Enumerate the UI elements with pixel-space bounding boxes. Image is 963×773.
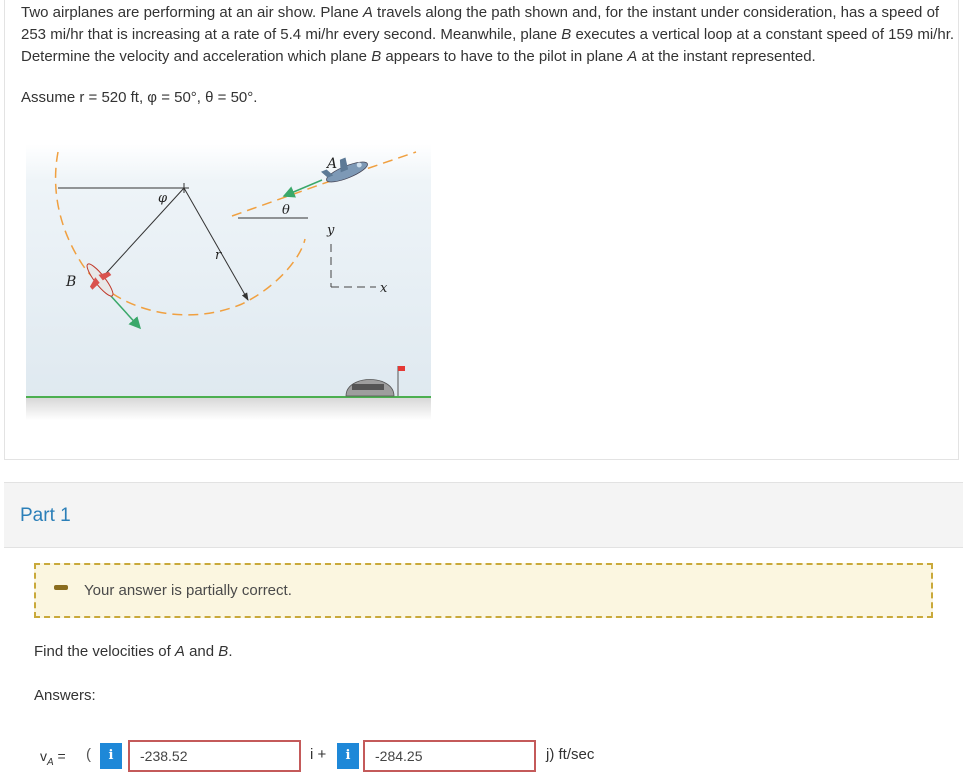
label-y: y	[327, 223, 335, 238]
label-x: x	[380, 281, 388, 296]
info-icon[interactable]: i	[337, 743, 359, 769]
part-header	[4, 482, 963, 548]
partial-correct-icon	[54, 585, 68, 590]
feedback-banner	[34, 563, 933, 618]
problem-statement: Two airplanes are performing at an air show. Plane A travels along the path shown and, for the instant under consideration, has a speed of 253 mi/hr that is increasing at a rate of 5.4 mi/hr every second. Meanwhile, plane B executes a vertical loop at a constant speed of 159 mi/hr. Determine the velocity and acceleration which plane B appears to have to the pilot in plane A at the instant represented.	[21, 4, 955, 65]
assumption-text: Assume r = 520 ft, φ = 50°, θ = 50°.	[21, 89, 258, 106]
air-show-figure	[22, 144, 431, 420]
open-paren: (	[86, 746, 91, 763]
label-phi: φ	[158, 191, 168, 206]
j-unit-label: j) ft/sec	[546, 746, 595, 763]
question-text: Find the velocities of A and B.	[34, 643, 233, 660]
ground-shadow	[26, 398, 431, 420]
label-a: A	[327, 156, 338, 172]
answer-row-va	[40, 740, 740, 772]
i-unit-label: i +	[310, 746, 327, 763]
sky-background	[26, 144, 431, 398]
label-r: r	[215, 248, 222, 263]
label-theta: θ	[282, 203, 290, 218]
info-icon[interactable]: i	[100, 743, 122, 769]
label-b: B	[66, 274, 77, 290]
problem-card	[4, 0, 959, 460]
feedback-message: Your answer is partially correct.	[84, 582, 292, 599]
part-title: Part 1	[20, 505, 71, 526]
i-component-input[interactable]	[128, 740, 301, 772]
j-component-input[interactable]	[363, 740, 536, 772]
va-label: $v_A$ =	[40, 748, 66, 768]
answers-label: Answers:	[34, 687, 96, 704]
